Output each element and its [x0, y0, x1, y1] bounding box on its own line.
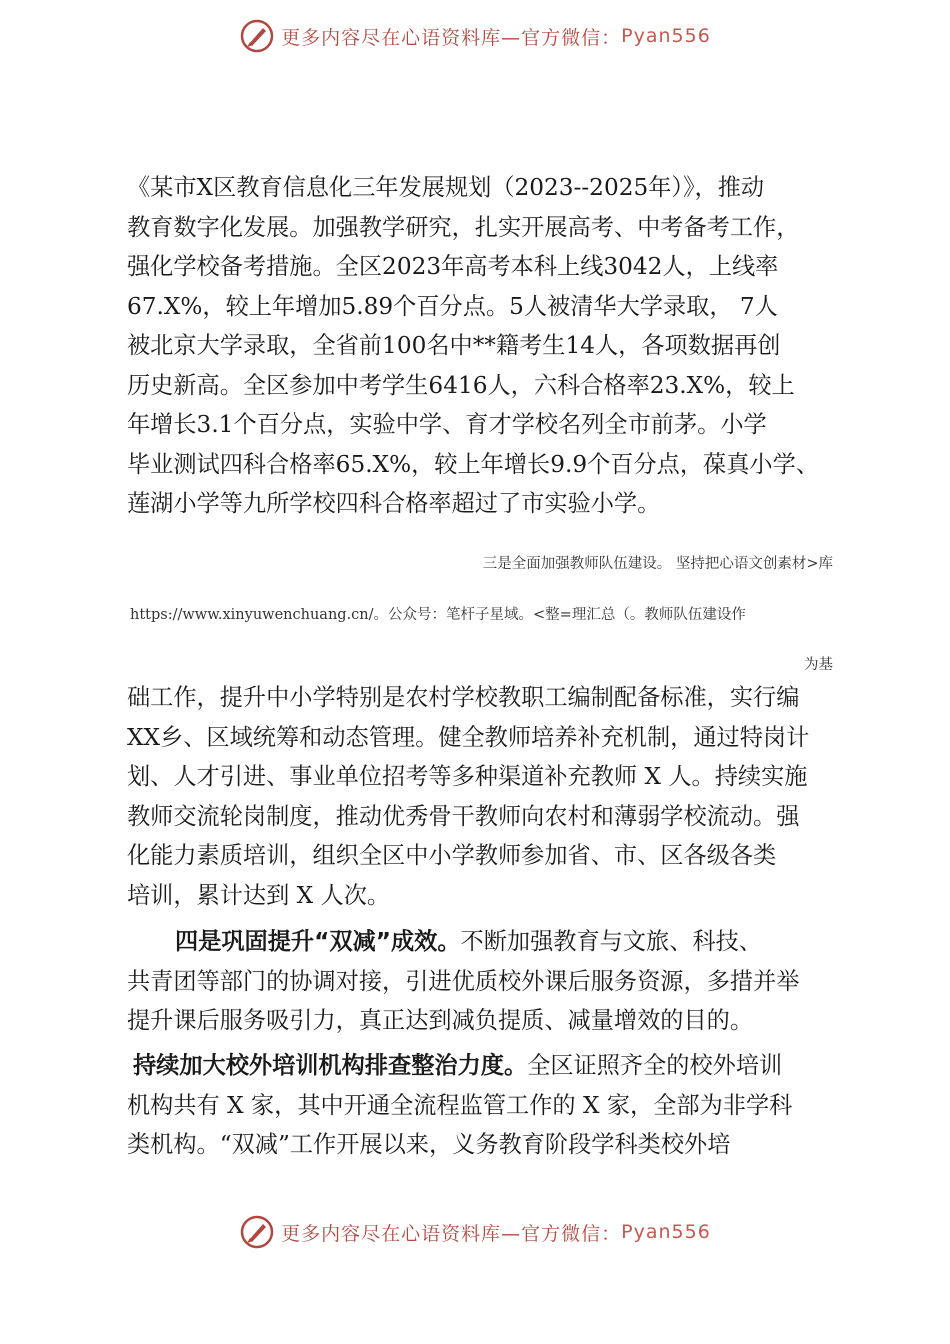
text-line: 教师交流轮岗制度，推动优秀骨干教师向农村和薄弱学校流动。强: [127, 802, 800, 830]
text-line: 历史新高。全区参加中考学生6416人，六科合格率23.X%，较上: [127, 371, 795, 399]
bold-heading: 四是巩固提升“双减”成效。: [175, 928, 461, 955]
bold-heading: 持续加大校外培训机构排查整治力度。: [133, 1052, 528, 1079]
watermark-text: 更多内容尽在心语资料库—官方微信：: [281, 26, 622, 49]
text-line: 强化学校备考措施。全区2023年高考本科上线3042人，上线率: [127, 253, 779, 280]
text-line: 被北京大学录取，全省前100名中**籍考生14人，各项数据再创: [127, 332, 781, 359]
watermark-wechat: Pyan556: [621, 1221, 711, 1243]
paragraph-2: [127, 678, 845, 915]
text-line: 化能力素质培训，组织全区中小学教师参加省、市、区各级各类: [127, 842, 777, 869]
paragraph-4: [127, 1046, 845, 1165]
text-line: 年增长3.1个百分点，实验中学、育才学校名列全市前茅。小学: [127, 411, 767, 438]
text-line: 共青团等部门的协调对接，引进优质校外课后服务资源，多措并举: [127, 967, 800, 995]
text-line: [127, 1046, 845, 1086]
small-line-2: https://www.xinyuwenchuang.cn/。公众号：笔杆子星域。<整=理汇总（。教师队伍建设作: [130, 607, 746, 623]
text-line: 础工作，提升中小学特别是农村学校教职工编制配备标准，实行编: [127, 684, 800, 711]
text-line: 毕业测试四科合格率65.X%，较上年增长9.9个百分点，葆真小学、: [127, 450, 819, 478]
watermark-text: 更多内容尽在心语资料库—官方微信：: [281, 1222, 622, 1245]
watermark-wechat: Pyan556: [621, 25, 711, 47]
footer-watermark: [0, 1210, 950, 1254]
text-line: 类机构。“双减”工作开展以来，义务教育阶段学科类校外培: [127, 1131, 731, 1158]
text-line: 67.X%，较上年增加5.89个百分点。5人被清华大学录取， 7人: [127, 292, 778, 320]
pen-nib-logo-icon: [239, 18, 275, 54]
text-line: 划、人才引进、事业单位招考等多种渠道补充教师 X 人。持续实施: [127, 763, 808, 790]
text-line: 教育数字化发展。加强教学研究，扎实开展高考、中考备考工作，: [127, 213, 800, 241]
paragraph-3: [127, 922, 845, 1041]
heading-continuation: 全区证照齐全的校外培训: [527, 1052, 783, 1079]
text-line: 提升课后服务吸引力，真正达到减负提质、减量增效的目的。: [127, 1007, 754, 1034]
small-line-3: 为基: [804, 657, 833, 673]
small-line-1: 三是全面加强教师队伍建设。 坚持把心语文创素材>库: [482, 556, 833, 572]
text-line: 莲湖小学等九所学校四科合格率超过了市实验小学。: [127, 490, 661, 517]
text-line: 机构共有 X 家，其中开通全流程监管工作的 X 家，全部为非学科: [127, 1091, 793, 1119]
pen-nib-logo-icon: [239, 1214, 275, 1250]
text-line: [127, 922, 845, 962]
text-line: 《某市X区教育信息化三年发展规划（2023--2025年）》，推动: [127, 174, 765, 201]
heading-continuation: 不断加强教育与文旅、科技、: [460, 928, 762, 955]
text-line: 培训，累计达到 X 人次。: [127, 881, 391, 909]
text-line: XX乡、区域统筹和动态管理。健全教师培养补充机制，通过特岗计: [127, 723, 810, 751]
header-watermark: [0, 14, 950, 58]
paragraph-1: [127, 168, 845, 524]
